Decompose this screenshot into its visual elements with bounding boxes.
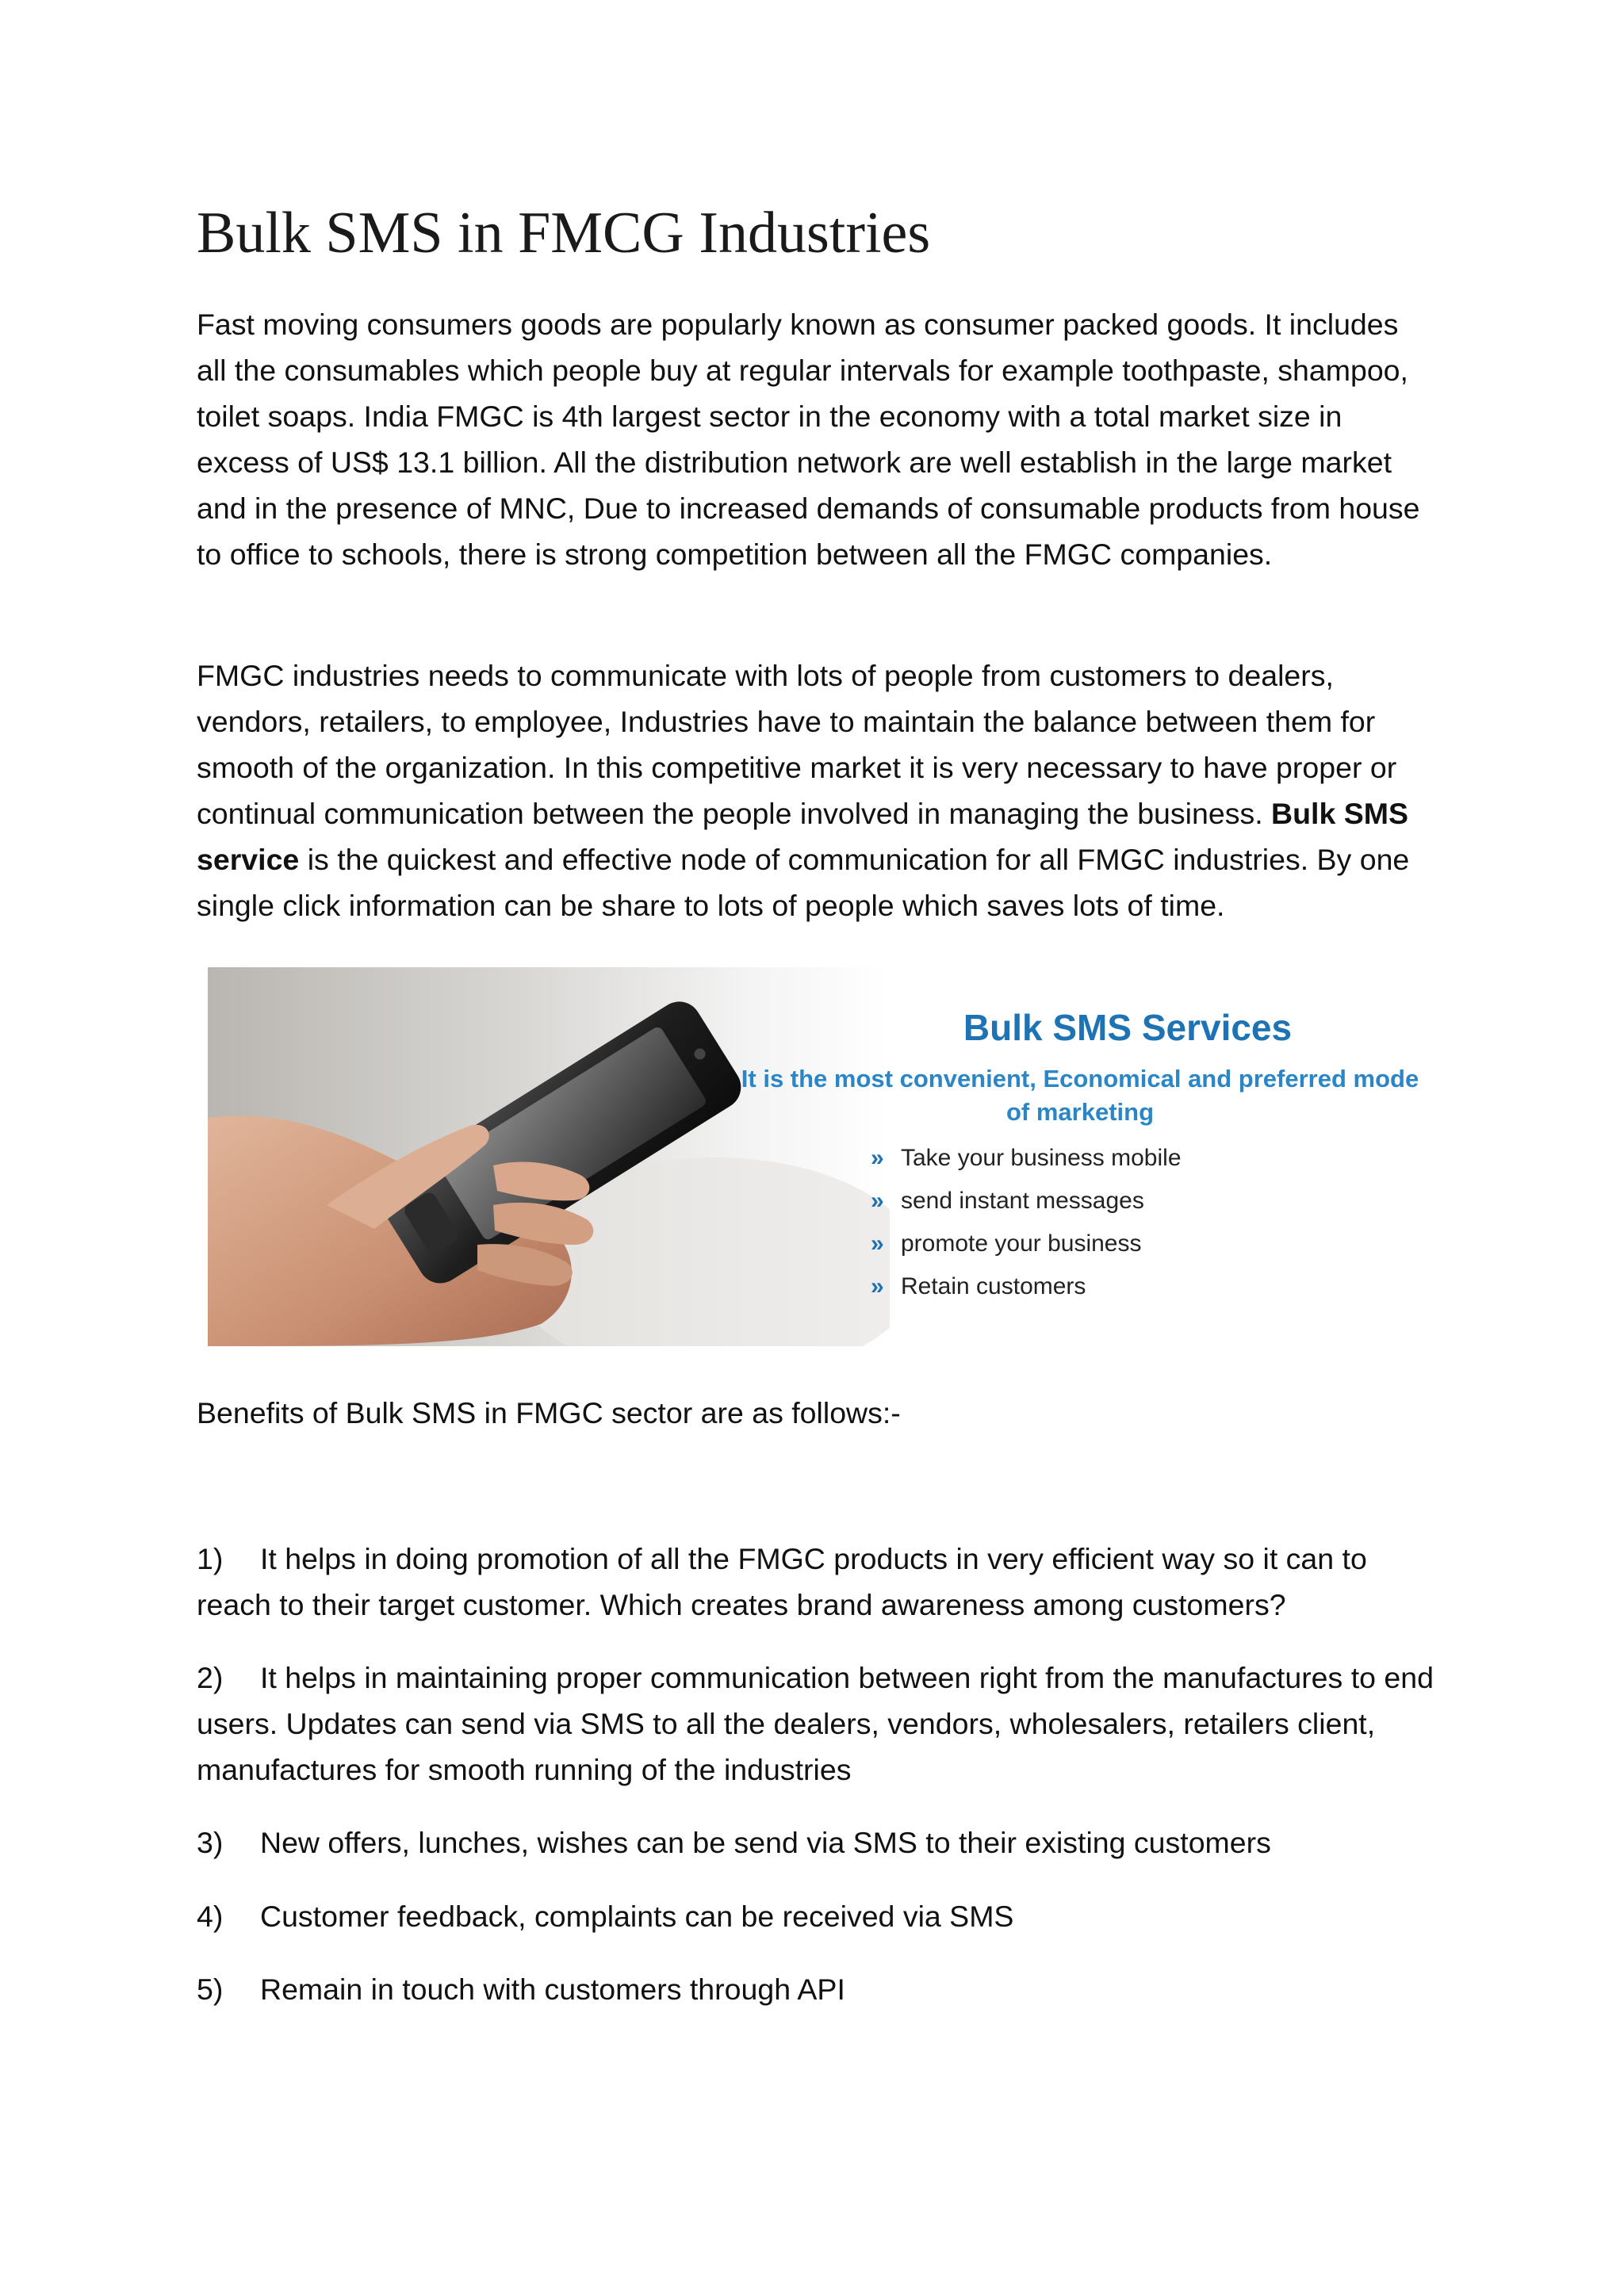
double-chevron-icon: »	[871, 1230, 884, 1257]
banner-feature-list	[871, 1137, 1182, 1308]
double-chevron-icon: »	[871, 1273, 884, 1299]
list-text: New offers, lunches, wishes can be send via SMS to their existing customers	[260, 1826, 1271, 1859]
banner-feature-text: Take your business mobile	[901, 1145, 1182, 1171]
banner-feature-text: send instant messages	[901, 1188, 1144, 1214]
banner-feature-item	[871, 1223, 1182, 1265]
banner-feature-text: Retain customers	[901, 1273, 1086, 1299]
benefit-list-item	[197, 1655, 1434, 1793]
paragraph-text-before: FMGC industries needs to communicate with lots of people from customers to dealers, vendors, retailers, to employee, Industries have to maintain the balance between them for smooth of the organization. In this competitive market it is very necessary to have proper or continual communication between the people involved in managing the business.	[197, 659, 1397, 830]
banner-feature-text: promote your business	[901, 1230, 1142, 1257]
intro-paragraph: Fast moving consumers goods are popularly known as consumer packed goods. It includes all the consumables which people buy at regular intervals for example toothpaste, shampoo, toilet soaps. India FMGC is 4th largest sector in the economy with a total market size in excess of US$ 13.1 billion. All the distribution network are well establish in the large market and in the presence of MNC, Due to increased demands of consumable products from house to office to schools, there is strong competition between all the FMGC companies.	[197, 308, 1420, 571]
banner-subheading: It is the most convenient, Economical and preferred mode of marketing	[741, 1065, 1419, 1126]
banner-feature-item	[871, 1265, 1182, 1308]
benefits-intro: Benefits of Bulk SMS in FMGC sector are as follows:-	[197, 1396, 901, 1429]
list-number: 5)	[197, 1973, 224, 2006]
list-text: Remain in touch with customers through API	[260, 1973, 845, 2006]
banner-feature-item	[871, 1180, 1182, 1223]
list-number: 1)	[197, 1542, 224, 1575]
list-text: It helps in maintaining proper communication between right from the manufactures to end users. Updates can send via SMS to all the dealers, vendors, wholesalers, retailers client, manufactures for smooth running of the industries	[197, 1661, 1434, 1786]
banner-heading: Bulk SMS Services	[963, 1007, 1293, 1048]
benefit-list-item	[197, 1536, 1434, 1628]
paragraph-text-after: is the quickest and effective node of communication for all FMGC industries. By one single click information can be share to lots of people which saves lots of time.	[197, 843, 1410, 922]
list-number: 3)	[197, 1826, 224, 1859]
bulk-sms-banner-image	[208, 967, 1429, 1346]
benefit-list-item	[197, 1893, 1434, 1939]
list-number: 2)	[197, 1661, 224, 1694]
double-chevron-icon: »	[871, 1188, 884, 1214]
page-title: Bulk SMS in FMCG Industries	[197, 201, 931, 266]
list-text: Customer feedback, complaints can be received via SMS	[260, 1900, 1014, 1933]
list-text: It helps in doing promotion of all the FMGC products in very efficient way so it can to reach to their target customer. Which creates brand awareness among customers?	[197, 1542, 1367, 1621]
list-number: 4)	[197, 1900, 224, 1933]
communication-paragraph	[197, 652, 1434, 928]
banner-feature-item	[871, 1137, 1182, 1180]
double-chevron-icon: »	[871, 1145, 884, 1171]
bold-phrase: Bulk SMS service	[197, 797, 1408, 876]
hand-holding-phone-photo	[208, 967, 890, 1346]
benefit-list-item	[197, 1966, 1434, 2012]
benefit-list-item	[197, 1820, 1434, 1866]
